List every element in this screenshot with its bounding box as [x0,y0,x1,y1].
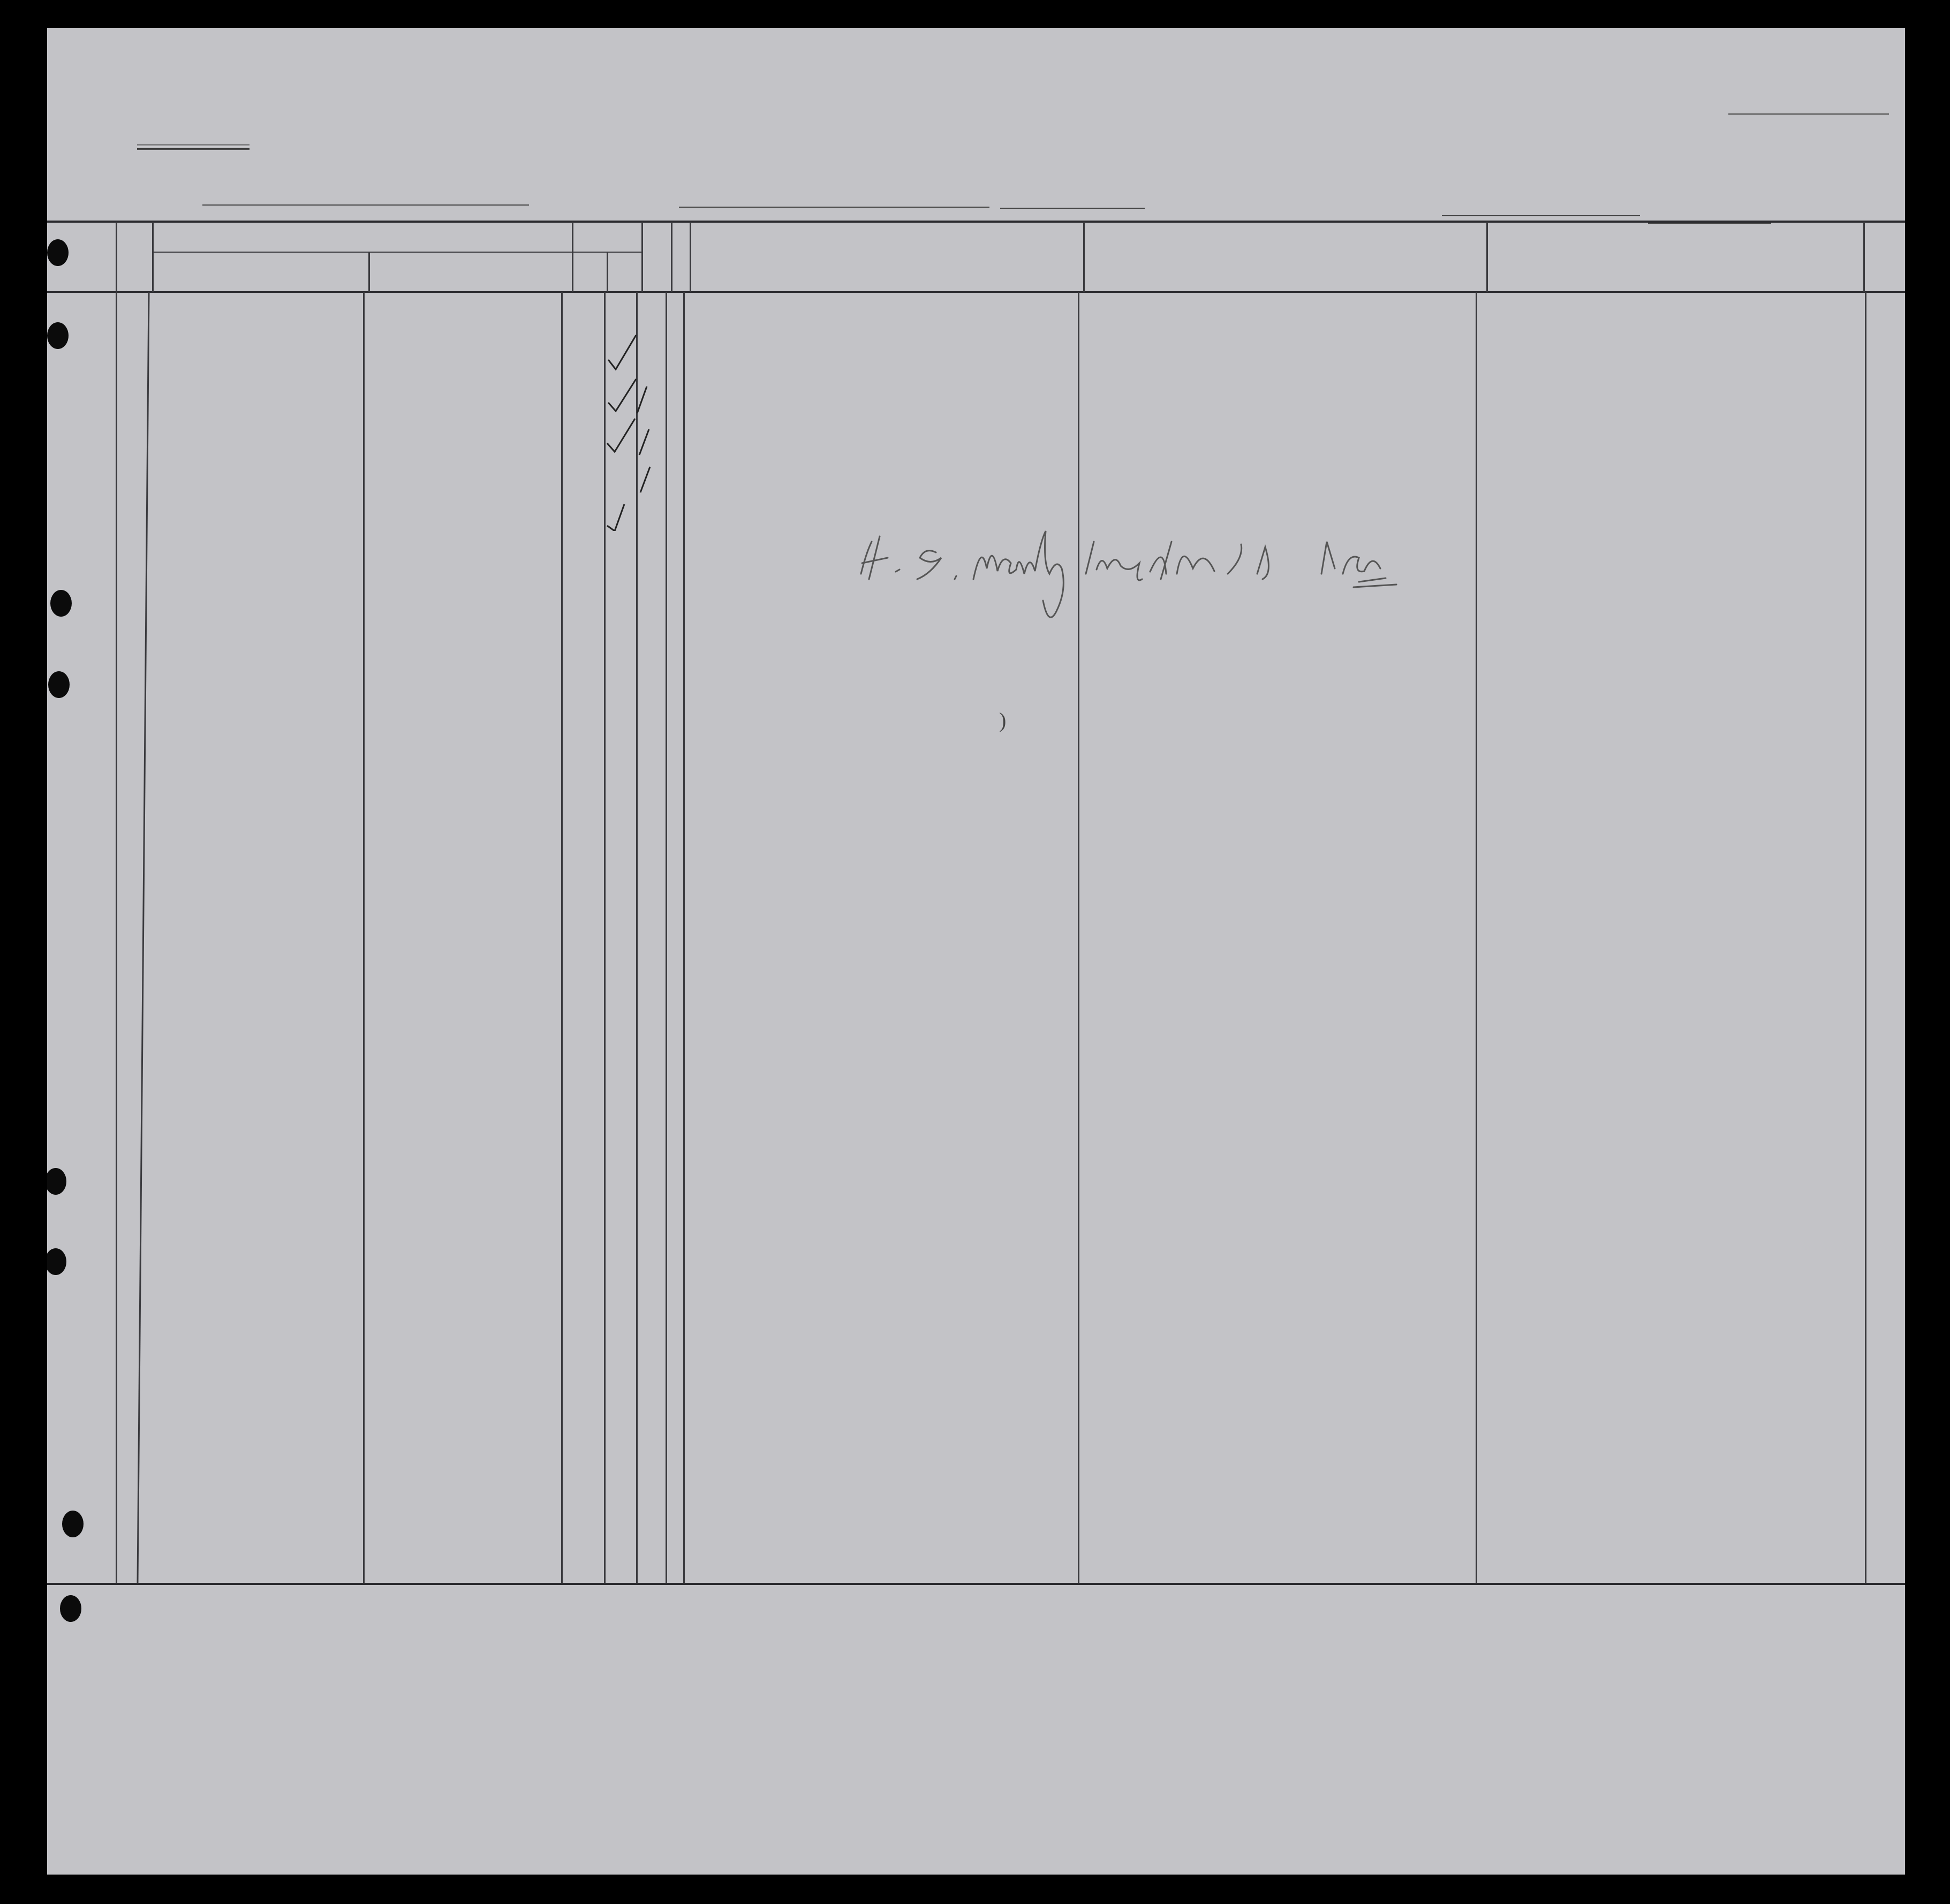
punch-hole [47,1248,66,1275]
col-divider [641,222,643,292]
arrival-port-underline [1442,215,1640,216]
col-divider [607,253,608,292]
col-divider [683,292,685,1583]
col-divider [137,292,149,1583]
checkmark [637,386,647,413]
checkmark [639,429,649,455]
col-divider [116,292,117,1583]
checkmark-group [604,328,668,531]
col-divider [1486,222,1488,292]
header-subdivider [572,252,641,253]
col-divider [1083,222,1085,292]
checkmark [608,379,636,411]
stray-mark: ) [999,708,1007,732]
punch-hole [47,1168,66,1195]
col-divider [368,253,370,292]
number-line [1728,113,1889,115]
col-divider [363,292,365,1583]
col-divider [572,222,573,292]
col-divider [690,222,691,292]
punch-hole [47,322,69,349]
header-bottom-border [47,291,1905,293]
col-divider [561,292,563,1583]
sailing-date-underline [1000,208,1145,209]
punch-hole [62,1511,84,1537]
checkmark [608,335,636,369]
cabin-class-underline [137,145,250,150]
arrival-date-underline [1648,223,1771,224]
col-divider [116,222,117,292]
table-top-border [47,221,1905,223]
col-divider [1078,292,1079,1583]
checkmark [607,504,624,531]
col-divider [671,222,672,292]
manifest-sheet [47,28,1905,1875]
header-subdivider [152,252,572,253]
col-divider [1863,222,1865,292]
punch-hole [50,590,72,617]
col-divider [152,222,154,292]
col-divider [1476,292,1477,1583]
punch-hole [47,239,69,266]
checkmark [640,467,650,492]
inspector-signature [850,520,1520,643]
ship-underline [202,204,529,206]
table-bottom-border [47,1583,1905,1585]
col-divider [1865,292,1866,1583]
sailing-port-underline [679,207,989,208]
checkmark [607,419,635,452]
punch-hole [60,1595,81,1622]
punch-hole [48,671,70,698]
